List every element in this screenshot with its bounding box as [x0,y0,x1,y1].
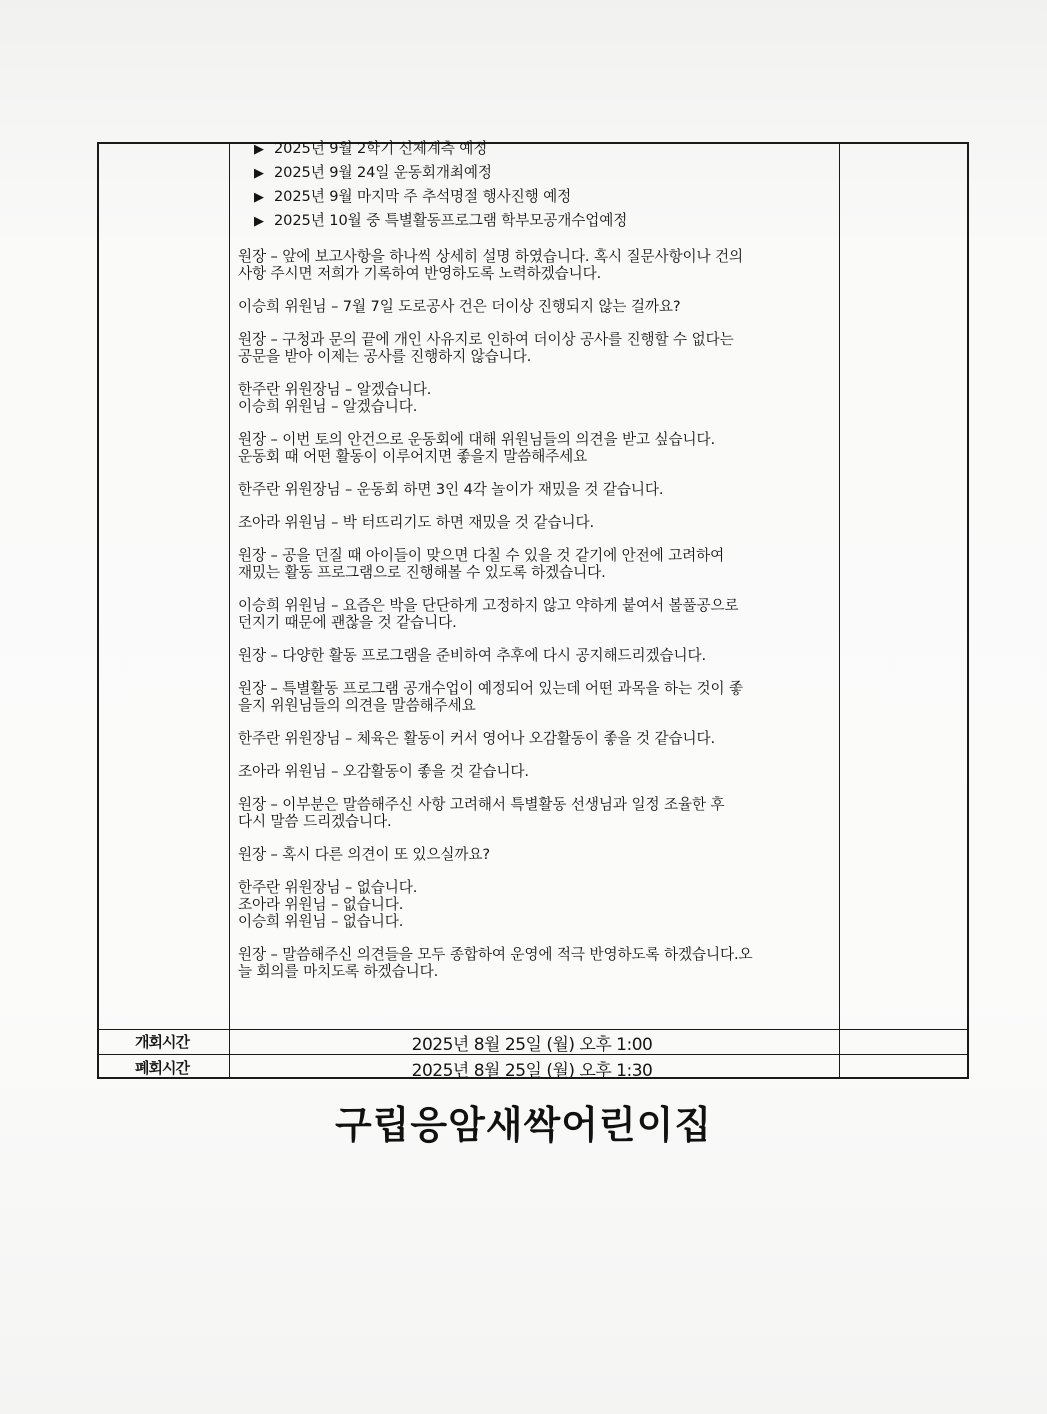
minutes-paragraph: 원장 – 말씀해주신 의견들을 모두 종합하여 운영에 적극 반영하도록 하겠습니다.오 늘 회의를 마치도록 하겠습니다. [238,946,753,980]
schedule-item-text: 2025년 9월 24일 운동회개최예정 [274,164,492,181]
minutes-paragraph: 원장 – 이번 토의 안건으로 운동회에 대해 위원님들의 의견을 받고 싶습니다. 운동회 때 어떤 활동이 이루어지면 좋을지 말씀해주세요 [238,431,716,465]
minutes-paragraph: 원장 – 다양한 활동 프로그램을 준비하여 추후에 다시 공지해드리겠습니다. [238,647,706,664]
minutes-paragraph: 원장 – 공을 던질 때 아이들이 맞으면 다칠 수 있을 것 같기에 안전에 고려하여 재밌는 활동 프로그램으로 진행해볼 수 있도록 하겠습니다. [238,547,725,581]
schedule-item [254,140,835,158]
minutes-paragraph: 원장 – 특별활동 프로그램 공개수업이 예정되어 있는데 어떤 과목을 하는 것이 좋 을지 위원님들의 의견을 말씀해주세요 [238,680,744,714]
institution-name: 구립응암새싹어린이집 [334,1103,713,1147]
minutes-content [238,140,835,980]
schedule-item-text: 2025년 9월 2학기 신체계측 예정 [274,140,488,157]
minutes-paragraph: 원장 – 혹시 다른 의견이 또 있으실까요? [238,846,491,863]
minutes-paragraph: 원장 – 이부분은 말씀해주신 사항 고려해서 특별활동 선생님과 일정 조율한 후 다시 말씀 드리겠습니다. [238,796,725,830]
closing-time-label: 폐회시간 [135,1059,189,1077]
closing-time-value: 2025년 8월 25일 (월) 오후 1:30 [411,1061,653,1081]
opening-time-label: 개회시간 [135,1033,189,1051]
minutes-paragraph: 원장 – 앞에 보고사항을 하나씩 상세히 설명 하였습니다. 혹시 질문사항이나 건의 사항 주시면 저희가 기록하여 반영하도록 노력하겠습니다. [238,248,744,282]
minutes-paragraph: 원장 – 구청과 문의 끝에 개인 사유지로 인하여 더이상 공사를 진행할 수 없다는 공문을 받아 이제는 공사를 진행하지 않습니다. [238,331,734,365]
opening-time-value: 2025년 8월 25일 (월) 오후 1:00 [411,1035,653,1055]
minutes-paragraph: 이승희 위원님 – 요즘은 박을 단단하게 고정하지 않고 약하게 붙여서 볼풀공으로 던지기 때문에 괜찮을 것 같습니다. [238,597,739,631]
schedule-item [254,212,835,230]
minutes-paragraph: 조아라 위원님 – 박 터뜨리기도 하면 재밌을 것 같습니다. [238,514,594,531]
arrow-bullet-icon: ▶ [254,166,264,181]
table-divider-right [839,144,840,1077]
minutes-paragraph: 한주란 위원장님 – 알겠습니다. 이승희 위원님 – 알겠습니다. [238,381,432,415]
arrow-bullet-icon: ▶ [254,142,264,157]
minutes-paragraph: 한주란 위원장님 – 체육은 활동이 커서 영어나 오감활동이 좋을 것 같습니다. [238,730,716,747]
arrow-bullet-icon: ▶ [254,214,264,229]
schedule-item [254,164,835,182]
minutes-paragraph: 조아라 위원님 – 오감활동이 좋을 것 같습니다. [238,763,529,780]
table-divider-left [229,144,230,1077]
minutes-paragraph: 한주란 위원장님 – 없습니다. 조아라 위원님 – 없습니다. 이승희 위원님 – 없습니다. [238,879,418,930]
minutes-paragraph: 이승희 위원님 – 7월 7일 도로공사 건은 더이상 진행되지 않는 걸까요? [238,298,681,315]
minutes-paragraph: 한주란 위원장님 – 운동회 하면 3인 4각 놀이가 재밌을 것 같습니다. [238,481,664,498]
schedule-item-text: 2025년 10월 중 특별활동프로그램 학부모공개수업예정 [274,212,628,229]
arrow-bullet-icon: ▶ [254,190,264,205]
schedule-item-text: 2025년 9월 마지막 주 추석명절 행사진행 예정 [274,188,572,205]
schedule-list [254,140,835,230]
schedule-item [254,188,835,206]
